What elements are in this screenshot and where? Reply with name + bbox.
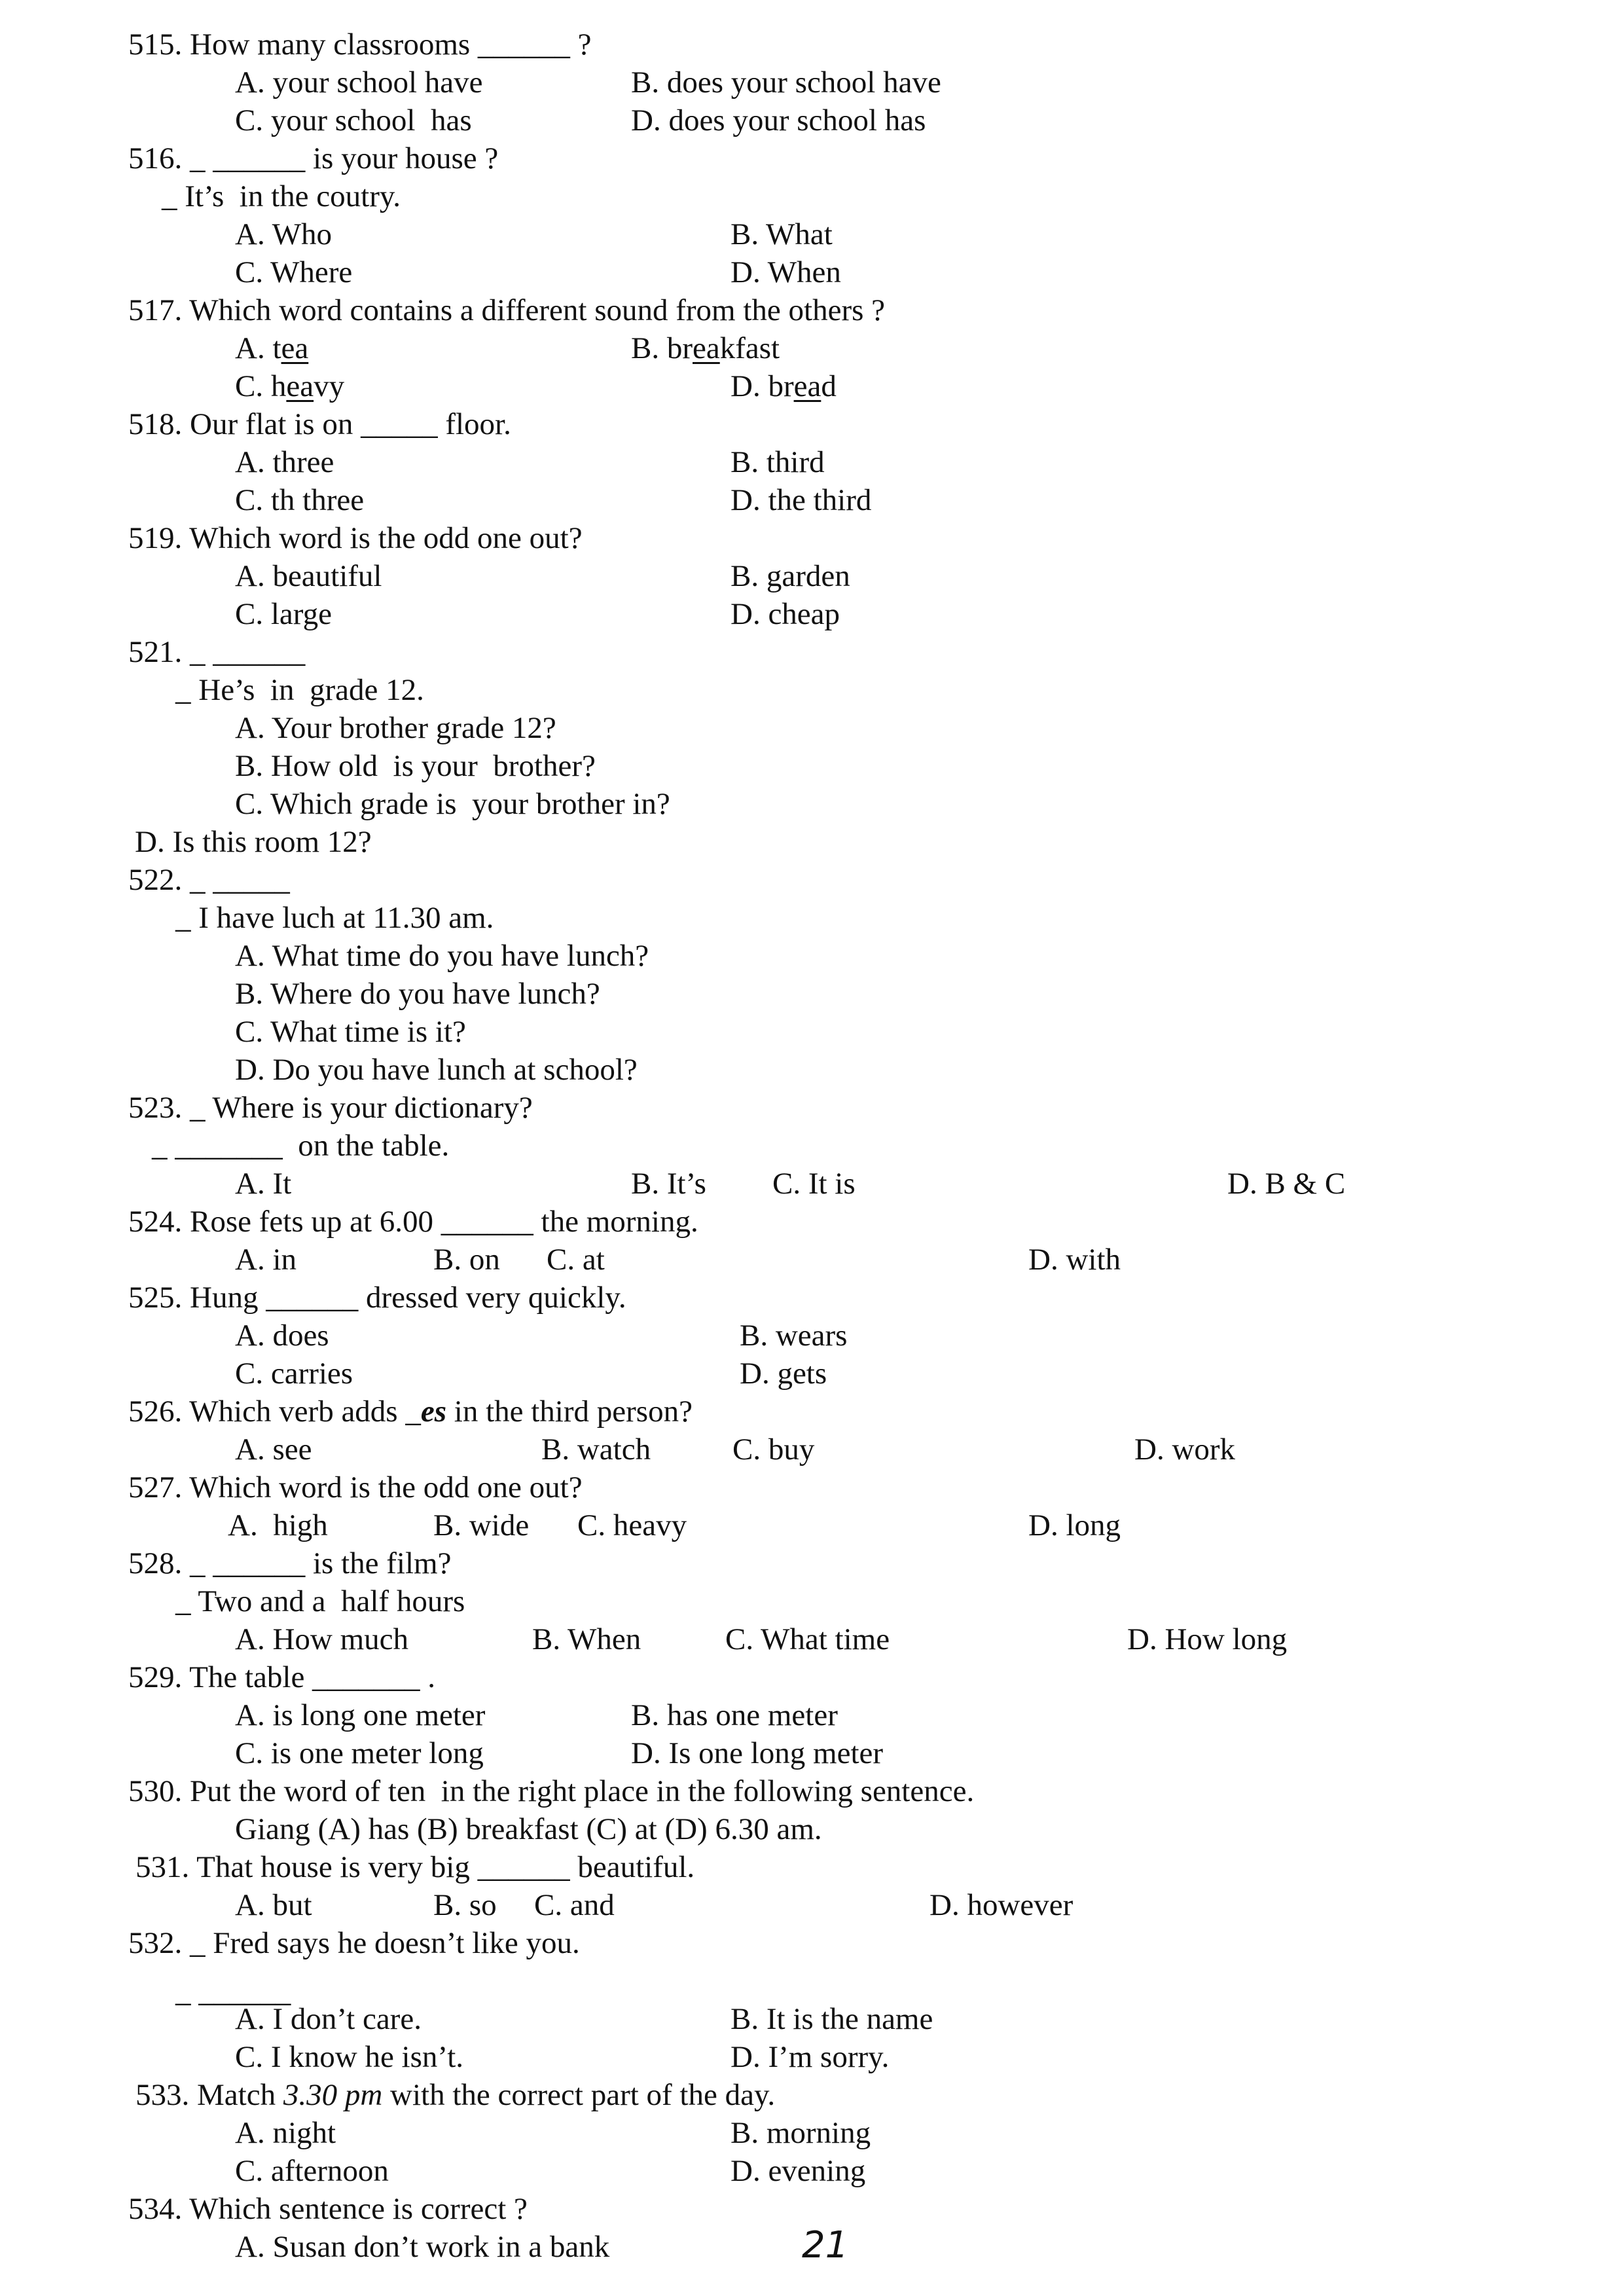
question-532-reply: _ ______ — [175, 1975, 291, 2009]
question-525-option-b: B. wears — [740, 1319, 848, 1353]
question-526-stem: 526. Which verb adds _es in the third person? — [128, 1394, 693, 1429]
question-527-option-a: A. high — [228, 1508, 328, 1542]
question-522-option-d: D. Do you have lunch at school? — [235, 1053, 638, 1087]
question-521-option-b: B. How old is your brother? — [235, 749, 596, 783]
question-518-stem: 518. Our flat is on _____ floor. — [128, 407, 511, 441]
question-522-option-b: B. Where do you have lunch? — [235, 977, 600, 1011]
question-525-stem: 525. Hung ______ dressed very quickly. — [128, 1281, 626, 1315]
question-519-option-c: C. large — [235, 597, 332, 631]
question-533-option-a: A. night — [235, 2116, 336, 2150]
question-528-option-b: B. When — [532, 1622, 641, 1656]
question-515-stem: 515. How many classrooms ______ ? — [128, 27, 592, 62]
question-515-option-a: A. your school have — [235, 65, 483, 100]
question-524-option-a: A. in — [235, 1243, 297, 1277]
question-529-option-c: C. is one meter long — [235, 1736, 484, 1770]
question-518-option-b: B. third — [731, 445, 825, 479]
question-521-option-d: D. Is this room 12? — [135, 825, 372, 859]
question-517-option-a: A. tea — [235, 331, 309, 365]
question-529-option-b: B. has one meter — [631, 1698, 838, 1732]
question-523-option-b: B. It’s — [631, 1167, 706, 1201]
question-526-option-d: D. work — [1134, 1432, 1236, 1467]
question-521-stem: 521. _ ______ — [128, 635, 306, 669]
question-519-stem: 519. Which word is the odd one out? — [128, 521, 583, 555]
question-533-option-b: B. morning — [731, 2116, 871, 2150]
question-521-reply: _ He’s in grade 12. — [175, 673, 424, 707]
question-531-option-d: D. however — [929, 1888, 1074, 1922]
question-532-stem: 532. _ Fred says he doesn’t like you. — [128, 1926, 580, 1960]
question-529-option-d: D. Is one long meter — [631, 1736, 884, 1770]
question-529-option-a: A. is long one meter — [235, 1698, 486, 1732]
question-522-option-a: A. What time do you have lunch? — [235, 939, 649, 973]
question-519-option-a: A. beautiful — [235, 559, 382, 593]
question-522-stem: 522. _ _____ — [128, 863, 290, 897]
question-528-option-c: C. What time — [725, 1622, 890, 1656]
question-525-option-c: C. carries — [235, 1357, 353, 1391]
question-525-option-a: A. does — [235, 1319, 329, 1353]
question-521-option-c: C. Which grade is your brother in? — [235, 787, 670, 821]
question-526-option-c: C. buy — [732, 1432, 815, 1467]
question-515-option-b: B. does your school have — [631, 65, 941, 100]
question-531-option-b: B. so — [433, 1888, 497, 1922]
question-516-stem: 516. _ ______ is your house ? — [128, 141, 499, 175]
question-528-stem: 528. _ ______ is the film? — [128, 1546, 452, 1580]
question-522-reply: _ I have luch at 11.30 am. — [175, 901, 494, 935]
question-528-option-a: A. How much — [235, 1622, 408, 1656]
question-526-option-b: B. watch — [541, 1432, 651, 1467]
question-532-option-c: C. I know he isn’t. — [235, 2040, 464, 2074]
question-532-option-d: D. I’m sorry. — [731, 2040, 890, 2074]
question-534-option-a: A. Susan don’t work in a bank — [235, 2230, 610, 2264]
question-519-option-b: B. garden — [731, 559, 850, 593]
question-516-option-c: C. Where — [235, 255, 353, 289]
question-516-reply: _ It’s in the coutry. — [162, 179, 401, 213]
question-533-option-c: C. afternoon — [235, 2154, 389, 2188]
question-521-option-a: A. Your brother grade 12? — [235, 711, 556, 745]
question-533-stem: 533. Match 3.30 pm with the correct part of the day. — [135, 2078, 776, 2112]
question-527-option-c: C. heavy — [577, 1508, 687, 1542]
question-529-stem: 529. The table _______ . — [128, 1660, 436, 1694]
question-518-option-a: A. three — [235, 445, 334, 479]
question-516-option-a: A. Who — [235, 217, 332, 251]
question-524-option-b: B. on — [433, 1243, 500, 1277]
question-519-option-d: D. cheap — [731, 597, 840, 631]
question-523-option-a: A. It — [235, 1167, 292, 1201]
question-522-option-c: C. What time is it? — [235, 1015, 466, 1049]
question-530-stem: 530. Put the word of ten in the right place in the following sentence. — [128, 1774, 975, 1808]
question-523-reply: _ _______ on the table. — [152, 1129, 450, 1163]
question-523-stem: 523. _ Where is your dictionary? — [128, 1091, 533, 1125]
question-517-option-d: D. bread — [731, 369, 837, 403]
question-534-stem: 534. Which sentence is correct ? — [128, 2192, 528, 2226]
question-527-option-d: D. long — [1028, 1508, 1121, 1542]
question-523-option-c: C. It is — [772, 1167, 856, 1201]
question-532-option-b: B. It is the name — [731, 2002, 933, 2036]
question-528-option-d: D. How long — [1127, 1622, 1288, 1656]
question-532-option-a: A. I don’t care. — [235, 2002, 422, 2036]
question-530-sentence: Giang (A) has (B) breakfast (C) at (D) 6.30 am. — [235, 1812, 822, 1846]
question-527-stem: 527. Which word is the odd one out? — [128, 1470, 583, 1504]
question-515-option-c: C. your school has — [235, 103, 472, 137]
question-515-option-d: D. does your school has — [631, 103, 926, 137]
question-518-option-c: C. th three — [235, 483, 365, 517]
question-531-option-a: A. but — [235, 1888, 312, 1922]
question-516-option-d: D. When — [731, 255, 841, 289]
question-533-option-d: D. evening — [731, 2154, 866, 2188]
question-527-option-b: B. wide — [433, 1508, 530, 1542]
question-524-option-d: D. with — [1028, 1243, 1121, 1277]
question-517-option-b: B. breakfast — [631, 331, 780, 365]
question-516-option-b: B. What — [731, 217, 833, 251]
question-526-option-a: A. see — [235, 1432, 312, 1467]
question-517-option-c: C. heavy — [235, 369, 345, 403]
question-524-option-c: C. at — [547, 1243, 605, 1277]
question-524-stem: 524. Rose fets up at 6.00 ______ the morning. — [128, 1205, 698, 1239]
question-518-option-d: D. the third — [731, 483, 872, 517]
question-523-option-d: D. B & C — [1227, 1167, 1346, 1201]
question-531-stem: 531. That house is very big ______ beautiful. — [135, 1850, 695, 1884]
question-528-reply: _ Two and a half hours — [175, 1584, 465, 1618]
page-number: 21 — [802, 2224, 849, 2267]
question-517-stem: 517. Which word contains a different sound from the others ? — [128, 293, 885, 327]
question-531-option-c: C. and — [534, 1888, 615, 1922]
question-525-option-d: D. gets — [740, 1357, 827, 1391]
